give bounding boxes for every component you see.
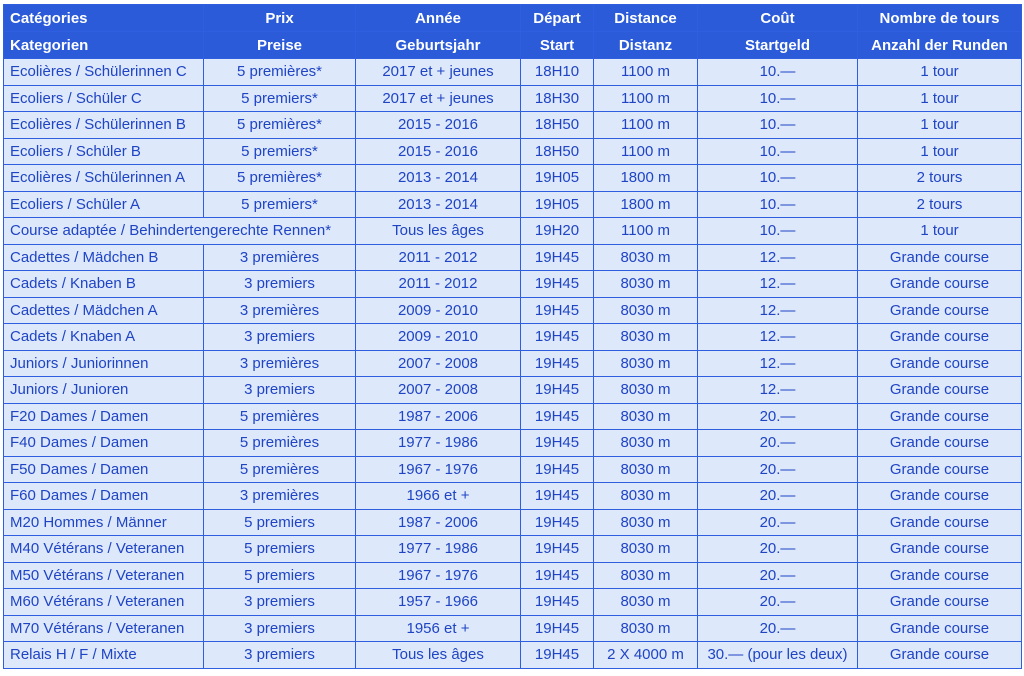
table-cell: Ecolières / Schülerinnen A bbox=[4, 165, 204, 192]
table-cell: Ecolières / Schülerinnen C bbox=[4, 59, 204, 86]
table-cell: 18H30 bbox=[521, 85, 594, 112]
table-row bbox=[4, 138, 1022, 165]
table-row bbox=[4, 350, 1022, 377]
table-cell: Ecoliers / Schüler C bbox=[4, 85, 204, 112]
table-cell: 5 premiers bbox=[204, 562, 356, 589]
table-cell: 8030 m bbox=[594, 456, 698, 483]
table-cell: 2013 - 2014 bbox=[356, 165, 521, 192]
table-cell: 20.— bbox=[698, 589, 858, 616]
table-cell: 19H45 bbox=[521, 350, 594, 377]
table-row bbox=[4, 112, 1022, 139]
table-cell: Grande course bbox=[858, 615, 1022, 642]
table-cell: 19H45 bbox=[521, 589, 594, 616]
table-cell: Relais H / F / Mixte bbox=[4, 642, 204, 669]
table-cell: 18H50 bbox=[521, 112, 594, 139]
table-cell: 19H45 bbox=[521, 297, 594, 324]
table-cell: 3 premiers bbox=[204, 642, 356, 669]
header-cell: Distance bbox=[594, 5, 698, 32]
table-cell: 1987 - 2006 bbox=[356, 403, 521, 430]
table-cell: 1100 m bbox=[594, 85, 698, 112]
table-cell: M60 Vétérans / Veteranen bbox=[4, 589, 204, 616]
table-cell: M20 Hommes / Männer bbox=[4, 509, 204, 536]
table-row bbox=[4, 509, 1022, 536]
table-cell: 5 premières bbox=[204, 430, 356, 457]
table-cell: 1100 m bbox=[594, 112, 698, 139]
table-cell: 19H45 bbox=[521, 244, 594, 271]
table-cell: 1100 m bbox=[594, 59, 698, 86]
header-cell: Startgeld bbox=[698, 32, 858, 59]
header-cell: Coût bbox=[698, 5, 858, 32]
table-cell: Grande course bbox=[858, 350, 1022, 377]
table-row bbox=[4, 59, 1022, 86]
table-cell: 19H45 bbox=[521, 456, 594, 483]
table-cell: M40 Vétérans / Veteranen bbox=[4, 536, 204, 563]
table-cell: Cadettes / Mädchen B bbox=[4, 244, 204, 271]
table-cell: 8030 m bbox=[594, 350, 698, 377]
table-cell: 2 tours bbox=[858, 165, 1022, 192]
table-cell: 19H45 bbox=[521, 483, 594, 510]
table-cell: 1967 - 1976 bbox=[356, 456, 521, 483]
table-cell: Juniors / Junioren bbox=[4, 377, 204, 404]
table-cell: 19H45 bbox=[521, 536, 594, 563]
header-cell: Distanz bbox=[594, 32, 698, 59]
table-cell: F60 Dames / Damen bbox=[4, 483, 204, 510]
table-cell: 19H45 bbox=[521, 271, 594, 298]
table-cell: 1 tour bbox=[858, 59, 1022, 86]
table-cell: 5 premiers* bbox=[204, 85, 356, 112]
table-cell: 3 premières bbox=[204, 297, 356, 324]
header-cell: Départ bbox=[521, 5, 594, 32]
table-cell: F40 Dames / Damen bbox=[4, 430, 204, 457]
table-cell: 12.— bbox=[698, 324, 858, 351]
table-cell: 3 premiers bbox=[204, 615, 356, 642]
table-cell: 8030 m bbox=[594, 297, 698, 324]
race-categories-table bbox=[3, 4, 1022, 669]
header-row-de bbox=[4, 32, 1022, 59]
table-cell: 12.— bbox=[698, 377, 858, 404]
table-cell: 3 premiers bbox=[204, 377, 356, 404]
table-cell: 5 premiers bbox=[204, 536, 356, 563]
table-cell: 20.— bbox=[698, 562, 858, 589]
table-cell: 5 premières* bbox=[204, 59, 356, 86]
table-row bbox=[4, 403, 1022, 430]
table-cell: 10.— bbox=[698, 165, 858, 192]
table-cell: 2013 - 2014 bbox=[356, 191, 521, 218]
table-cell: 19H05 bbox=[521, 191, 594, 218]
table-cell: Grande course bbox=[858, 430, 1022, 457]
table-cell: 1977 - 1986 bbox=[356, 430, 521, 457]
header-row-fr bbox=[4, 5, 1022, 32]
table-cell: 8030 m bbox=[594, 615, 698, 642]
table-cell: 20.— bbox=[698, 536, 858, 563]
table-row bbox=[4, 297, 1022, 324]
table-cell: Cadettes / Mädchen A bbox=[4, 297, 204, 324]
table-cell: 2017 et + jeunes bbox=[356, 59, 521, 86]
table-cell: Grande course bbox=[858, 509, 1022, 536]
table-cell: Ecoliers / Schüler A bbox=[4, 191, 204, 218]
table-cell: 2011 - 2012 bbox=[356, 244, 521, 271]
table-cell: 19H20 bbox=[521, 218, 594, 245]
table-cell: 10.— bbox=[698, 59, 858, 86]
table-cell: Grande course bbox=[858, 456, 1022, 483]
header-cell: Nombre de tours bbox=[858, 5, 1022, 32]
table-cell: 19H45 bbox=[521, 324, 594, 351]
table-cell: 8030 m bbox=[594, 536, 698, 563]
table-cell: 19H05 bbox=[521, 165, 594, 192]
table-cell: 5 premiers* bbox=[204, 191, 356, 218]
table-cell: 8030 m bbox=[594, 562, 698, 589]
table-cell: Cadets / Knaben A bbox=[4, 324, 204, 351]
table-cell: 19H45 bbox=[521, 562, 594, 589]
table-cell: 1100 m bbox=[594, 218, 698, 245]
table-cell: Tous les âges bbox=[356, 218, 521, 245]
table-row bbox=[4, 536, 1022, 563]
table-cell: 3 premières bbox=[204, 483, 356, 510]
table-cell: 1 tour bbox=[858, 138, 1022, 165]
header-cell: Année bbox=[356, 5, 521, 32]
table-cell: 1800 m bbox=[594, 165, 698, 192]
table-cell: Ecoliers / Schüler B bbox=[4, 138, 204, 165]
table-cell: Grande course bbox=[858, 271, 1022, 298]
header-cell: Preise bbox=[204, 32, 356, 59]
table-cell: 8030 m bbox=[594, 244, 698, 271]
table-row bbox=[4, 191, 1022, 218]
table-cell: M70 Vétérans / Veteranen bbox=[4, 615, 204, 642]
table-cell: Course adaptée / Behindertengerechte Rennen* bbox=[4, 218, 356, 245]
header-cell: Anzahl der Runden bbox=[858, 32, 1022, 59]
table-row bbox=[4, 456, 1022, 483]
table-cell: 1966 et + bbox=[356, 483, 521, 510]
table-cell: Grande course bbox=[858, 297, 1022, 324]
table-cell: 10.— bbox=[698, 112, 858, 139]
table-cell: 20.— bbox=[698, 456, 858, 483]
table-cell: F20 Dames / Damen bbox=[4, 403, 204, 430]
table-cell: 12.— bbox=[698, 244, 858, 271]
table-cell: 3 premières bbox=[204, 244, 356, 271]
header-cell: Start bbox=[521, 32, 594, 59]
table-cell: 20.— bbox=[698, 615, 858, 642]
table-cell: 19H45 bbox=[521, 615, 594, 642]
table-cell: 8030 m bbox=[594, 324, 698, 351]
table-cell: 10.— bbox=[698, 218, 858, 245]
table-cell: 30.— (pour les deux) bbox=[698, 642, 858, 669]
table-cell: 1957 - 1966 bbox=[356, 589, 521, 616]
table-cell: 2 tours bbox=[858, 191, 1022, 218]
table-cell: 19H45 bbox=[521, 642, 594, 669]
table-cell: 3 premiers bbox=[204, 589, 356, 616]
table-cell: 8030 m bbox=[594, 509, 698, 536]
table-cell: Grande course bbox=[858, 589, 1022, 616]
table-cell: 3 premiers bbox=[204, 271, 356, 298]
table-row bbox=[4, 562, 1022, 589]
table-cell: 10.— bbox=[698, 191, 858, 218]
table-row bbox=[4, 85, 1022, 112]
table-cell: 1987 - 2006 bbox=[356, 509, 521, 536]
table-cell: 1977 - 1986 bbox=[356, 536, 521, 563]
table-cell: 12.— bbox=[698, 271, 858, 298]
table-cell: Tous les âges bbox=[356, 642, 521, 669]
table-row bbox=[4, 218, 1022, 245]
table-cell: 5 premiers bbox=[204, 509, 356, 536]
table-cell: Grande course bbox=[858, 377, 1022, 404]
table-cell: 1100 m bbox=[594, 138, 698, 165]
table-cell: 2015 - 2016 bbox=[356, 138, 521, 165]
header-cell: Prix bbox=[204, 5, 356, 32]
table-cell: 8030 m bbox=[594, 589, 698, 616]
table-cell: 8030 m bbox=[594, 377, 698, 404]
table-cell: 20.— bbox=[698, 483, 858, 510]
table-cell: 20.— bbox=[698, 403, 858, 430]
table-cell: 5 premières* bbox=[204, 112, 356, 139]
table-header bbox=[4, 5, 1022, 59]
table-cell: 8030 m bbox=[594, 271, 698, 298]
table-row bbox=[4, 642, 1022, 669]
table-cell: 8030 m bbox=[594, 403, 698, 430]
table-cell: 1 tour bbox=[858, 218, 1022, 245]
table-cell: Grande course bbox=[858, 403, 1022, 430]
table-cell: 1956 et + bbox=[356, 615, 521, 642]
header-cell: Kategorien bbox=[4, 32, 204, 59]
table-cell: 18H10 bbox=[521, 59, 594, 86]
table-cell: Ecolières / Schülerinnen B bbox=[4, 112, 204, 139]
table-cell: 2009 - 2010 bbox=[356, 297, 521, 324]
table-cell: Grande course bbox=[858, 483, 1022, 510]
table-cell: Grande course bbox=[858, 642, 1022, 669]
table-cell: 19H45 bbox=[521, 377, 594, 404]
table-cell: M50 Vétérans / Veteranen bbox=[4, 562, 204, 589]
table-cell: 19H45 bbox=[521, 403, 594, 430]
table-row bbox=[4, 244, 1022, 271]
table-cell: Grande course bbox=[858, 562, 1022, 589]
table-cell: F50 Dames / Damen bbox=[4, 456, 204, 483]
table-row bbox=[4, 271, 1022, 298]
table-cell: 20.— bbox=[698, 509, 858, 536]
table-cell: 1800 m bbox=[594, 191, 698, 218]
table-cell: 19H45 bbox=[521, 509, 594, 536]
table-cell: 18H50 bbox=[521, 138, 594, 165]
table-cell: 5 premières bbox=[204, 403, 356, 430]
table-cell: 19H45 bbox=[521, 430, 594, 457]
table-cell: 3 premiers bbox=[204, 324, 356, 351]
table-cell: Grande course bbox=[858, 324, 1022, 351]
table-cell: 8030 m bbox=[594, 430, 698, 457]
table-cell: 5 premiers* bbox=[204, 138, 356, 165]
table-row bbox=[4, 430, 1022, 457]
header-cell: Catégories bbox=[4, 5, 204, 32]
table-row bbox=[4, 615, 1022, 642]
table-cell: 2011 - 2012 bbox=[356, 271, 521, 298]
table-cell: 12.— bbox=[698, 350, 858, 377]
table-cell: 10.— bbox=[698, 85, 858, 112]
table-cell: 20.— bbox=[698, 430, 858, 457]
table-cell: 1967 - 1976 bbox=[356, 562, 521, 589]
table-cell: 5 premières* bbox=[204, 165, 356, 192]
table-cell: 1 tour bbox=[858, 112, 1022, 139]
table-row bbox=[4, 483, 1022, 510]
table-cell: 1 tour bbox=[858, 85, 1022, 112]
table-row bbox=[4, 377, 1022, 404]
table-cell: Cadets / Knaben B bbox=[4, 271, 204, 298]
table-cell: Juniors / Juniorinnen bbox=[4, 350, 204, 377]
table-cell: 8030 m bbox=[594, 483, 698, 510]
table-body bbox=[4, 59, 1022, 669]
table-row bbox=[4, 165, 1022, 192]
table-cell: 2007 - 2008 bbox=[356, 350, 521, 377]
table-cell: 12.— bbox=[698, 297, 858, 324]
table-cell: 5 premières bbox=[204, 456, 356, 483]
table-cell: 2009 - 2010 bbox=[356, 324, 521, 351]
table-cell: Grande course bbox=[858, 244, 1022, 271]
header-cell: Geburtsjahr bbox=[356, 32, 521, 59]
table-cell: 3 premières bbox=[204, 350, 356, 377]
table-cell: Grande course bbox=[858, 536, 1022, 563]
table-cell: 2 X 4000 m bbox=[594, 642, 698, 669]
table-cell: 2015 - 2016 bbox=[356, 112, 521, 139]
table-row bbox=[4, 324, 1022, 351]
table-cell: 10.— bbox=[698, 138, 858, 165]
table-cell: 2017 et + jeunes bbox=[356, 85, 521, 112]
table-row bbox=[4, 589, 1022, 616]
table-cell: 2007 - 2008 bbox=[356, 377, 521, 404]
